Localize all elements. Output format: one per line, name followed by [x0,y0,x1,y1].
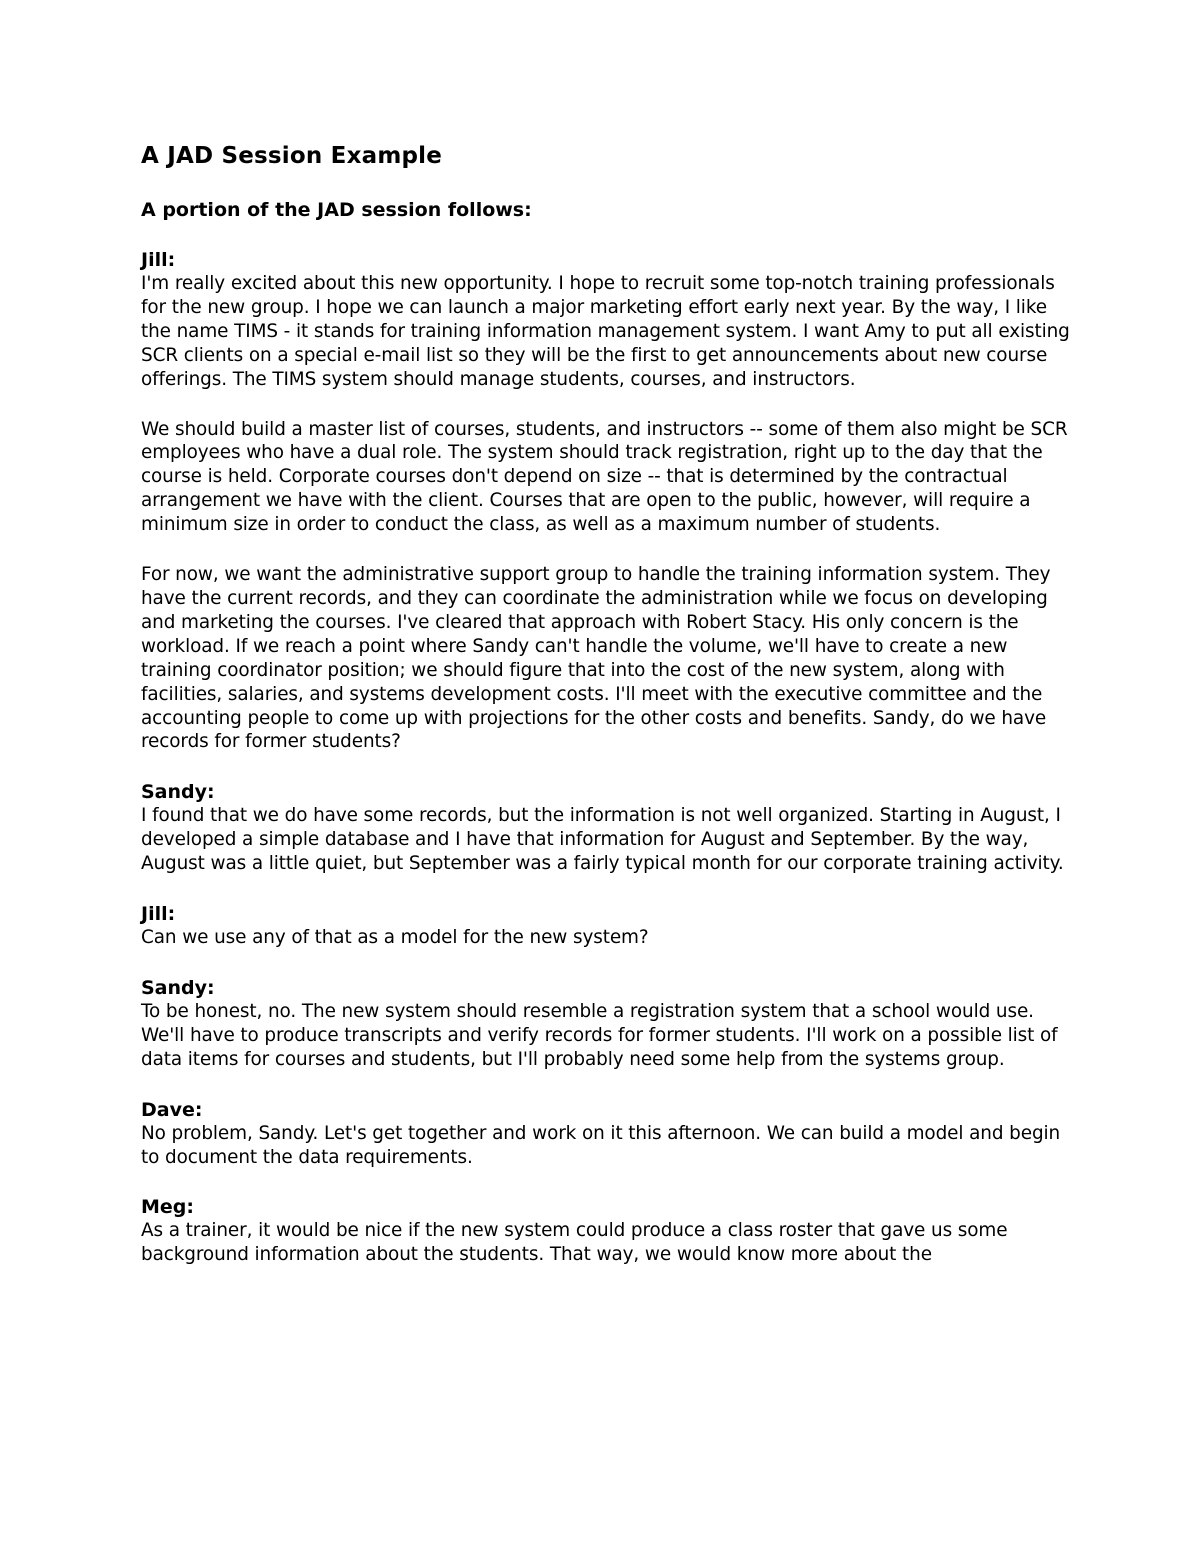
speaker-label: Dave: [141,1098,203,1121]
dialogue-entry [141,780,1076,876]
document-page [141,140,1076,1293]
document-title: A JAD Session Example [141,143,443,169]
dialogue-paragraph: I found that we do have some records, but the information is not well organized. Starting in August, I developed a simple database and I have that information for August and September. By the way, August was a little quiet, but September was a fairly typical month for our corporate training activity. [141,805,1064,875]
dialogue-paragraph: For now, we want the administrative support group to handle the training information system. They have the current records, and they can coordinate the administration while we focus on developing and marketing the courses. I've cleared that approach with Robert Stacy. His only concern is the workload. If we reach a point where Sandy can't handle the volume, we'll have to create a new training coordinator position; we should figure that into the cost of the new system, along with facilities, salaries, and systems development costs. I'll meet with the executive committee and the accounting people to come up with projections for the other costs and benefits. Sandy, do we have records for former students? [141,564,1051,753]
dialogue-entry [141,976,1076,1072]
speaker-label: Sandy: [141,976,215,999]
document-intro: A portion of the JAD session follows: [141,199,532,221]
dialogue-paragraph: As a trainer, it would be nice if the new system could produce a class roster that gave us some background information about the students. That way, we would know more about the [141,1220,1008,1266]
speaker-label: Meg: [141,1196,194,1219]
dialogue-entry [141,1195,1076,1267]
speaker-label: Jill: [141,903,176,926]
dialogue-paragraph: I'm really excited about this new opportunity. I hope to recruit some top-notch training professionals for the new group. I hope we can launch a major marketing effort early next year. By the way, I like the name TIMS - it stands for training information management system. I want Amy to put all existing SCR clients on a special e-mail list so they will be the first to get announcements about new course offerings. The TIMS system should manage students, courses, and instructors. [141,273,1070,390]
dialogue-paragraph: No problem, Sandy. Let's get together and work on it this afternoon. We can build a model and begin to document the data requirements. [141,1122,1061,1168]
dialogue-paragraph: To be honest, no. The new system should resemble a registration system that a school would use. We'll have to produce transcripts and verify records for former students. I'll work on a possible list of data items for courses and students, but I'll probably need some help from the systems group. [141,1000,1058,1070]
dialogue-entry [141,248,1076,754]
dialogue-paragraph: Can we use any of that as a model for the new system? [141,927,649,949]
speaker-label: Sandy: [141,781,215,804]
dialogue-entry [141,1098,1076,1170]
speaker-label: Jill: [141,249,176,271]
dialogue-paragraph: We should build a master list of courses, students, and instructors -- some of them also might be SCR employees who have a dual role. The system should track registration, right up to the day that the course is held. Corporate courses don't depend on size -- that is determined by the contractual arrangement we have with the client. Courses that are open to the public, however, will require a minimum size in order to conduct the class, as well as a maximum number of students. [141,418,1068,536]
dialogue-entry [141,902,1076,950]
